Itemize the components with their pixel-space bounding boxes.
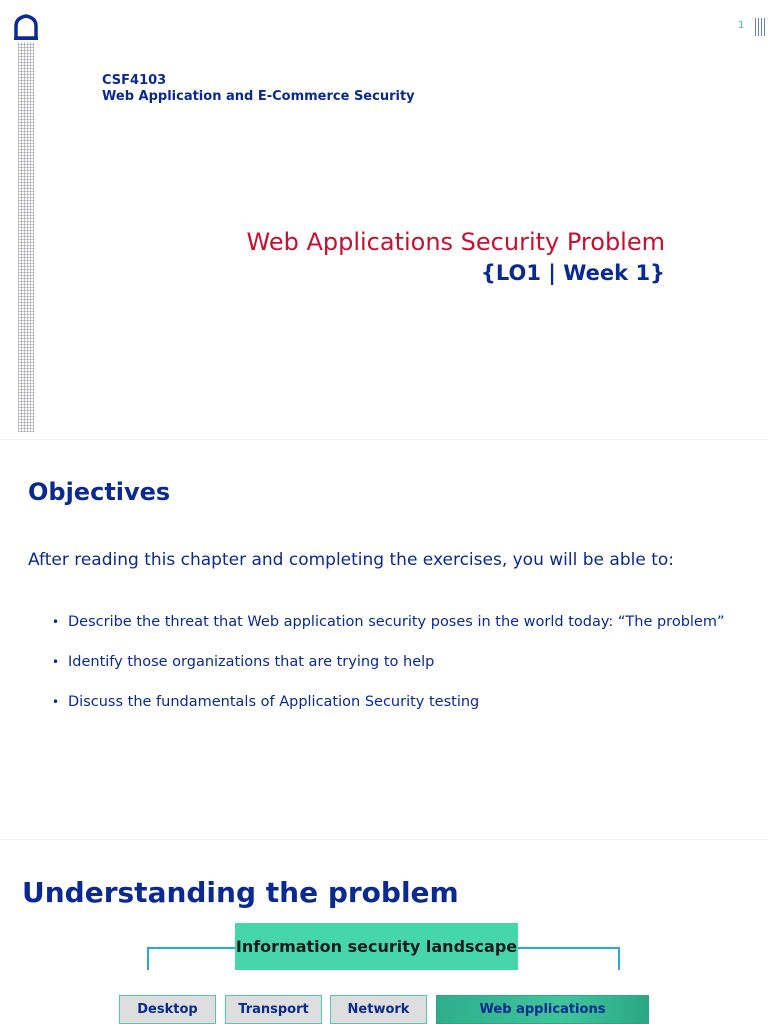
objectives-intro: After reading this chapter and completing the exercises, you will be able to:	[28, 550, 674, 570]
list-item: • Describe the threat that Web application security poses in the world today: “The problem”	[52, 614, 732, 631]
category-transport: Transport	[225, 995, 322, 1024]
slide-title: Web Applications Security Problem	[246, 228, 665, 256]
page-marker-icon	[755, 18, 767, 36]
decorative-stripe	[18, 42, 34, 432]
title-slide	[0, 0, 768, 440]
problem-slide	[0, 840, 768, 1024]
category-network: Network	[330, 995, 427, 1024]
course-code: CSF4103	[102, 73, 167, 88]
slide-subtitle: {LO1 | Week 1}	[480, 261, 665, 285]
problem-heading: Understanding the problem	[22, 876, 459, 909]
course-name: Web Application and E-Commerce Security	[102, 89, 415, 104]
objectives-heading: Objectives	[28, 478, 171, 506]
info-security-landscape-box: Information security landscape	[235, 923, 518, 970]
category-desktop: Desktop	[119, 995, 216, 1024]
list-item: • Identify those organizations that are trying to help	[52, 654, 732, 671]
objectives-list	[52, 614, 732, 711]
page-number: 1	[738, 20, 745, 31]
objectives-slide	[0, 440, 768, 840]
list-item: • Discuss the fundamentals of Application Security testing	[52, 694, 732, 711]
arch-logo-icon	[14, 14, 38, 40]
category-web-applications: Web applications	[436, 995, 649, 1024]
